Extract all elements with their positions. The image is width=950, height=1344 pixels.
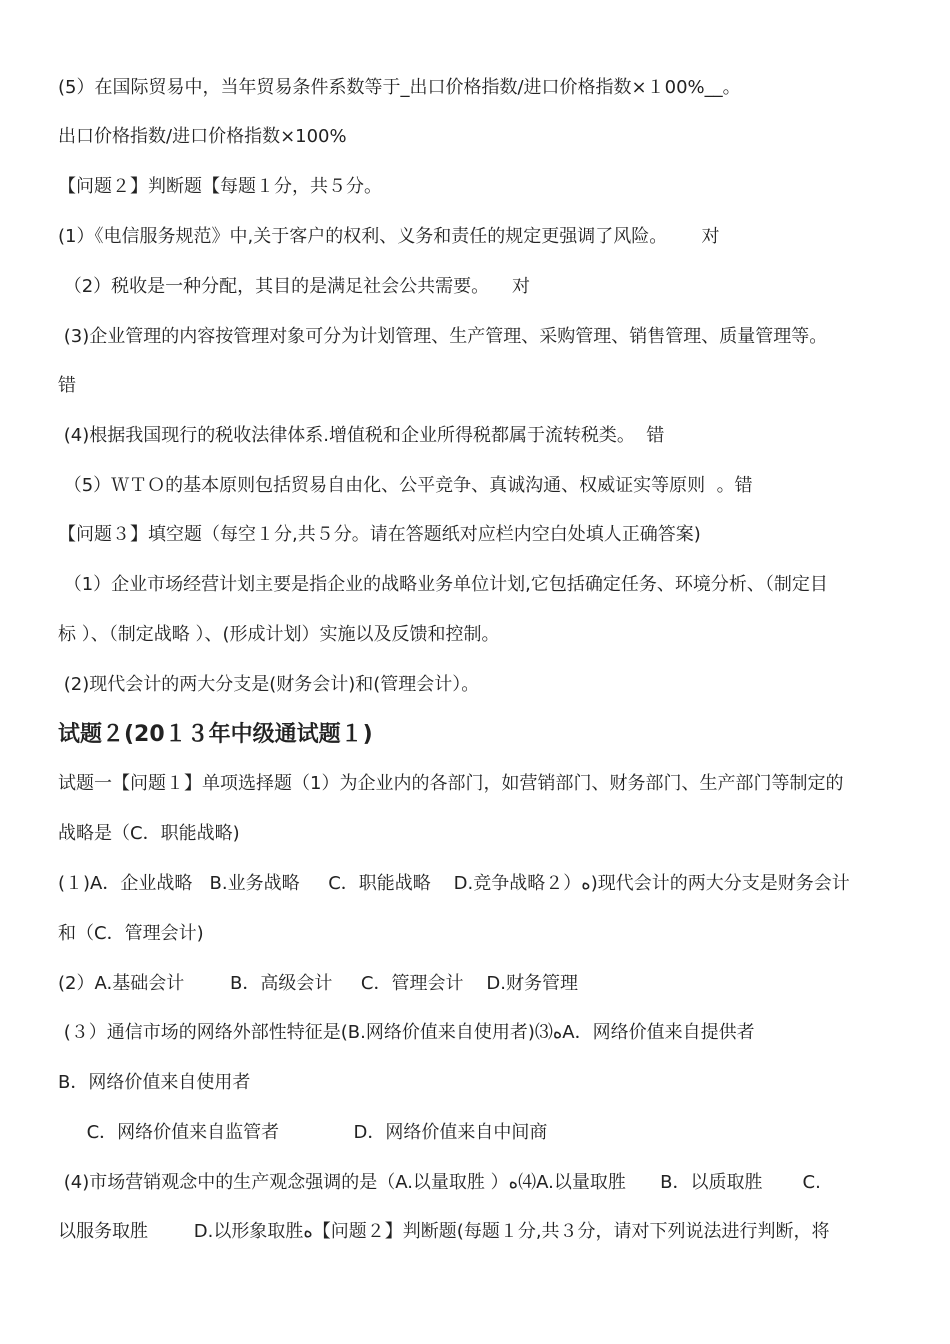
text-line: 出口价格指数/进口价格指数×100% <box>58 126 347 147</box>
text-line: (３）通信市场的网络外部性特征是(B.网络价值来自使用者)⑶ﻩA．网络价值来自提供者 <box>58 1022 755 1043</box>
section-heading: 【问题３】填空题（每空１分,共５分。请在答题纸对应栏内空白处填人正确答案) <box>58 524 701 545</box>
text-line: (2）A.基础会计 B．高级会计 C．管理会计 D.财务管理 <box>58 973 578 994</box>
text-line: C．网络价值来自监管者 D．网络价值来自中间商 <box>58 1122 548 1143</box>
section-heading: 【问题２】判断题【每题１分，共５分。 <box>58 176 382 197</box>
text-line: (１)A．企业战略 B.业务战略 C．职能战略 D.竞争战略２）ﻩ)现代会计的两大分支是财务会计 <box>58 873 850 894</box>
text-line: 错 <box>58 375 76 396</box>
text-line: (4)根据我国现行的税收法律体系.增值税和企业所得税都属于流转税类。 错 <box>58 425 665 446</box>
page-title: 试题２(20１３年中级通试题１) <box>58 722 373 747</box>
text-line: （2）税收是一种分配，其目的是满足社会公共需要。 对 <box>58 276 531 297</box>
text-line: 以服务取胜 D.以形象取胜ﻩ【问题２】判断题(每题１分,共３分，请对下列说法进行判断，将 <box>58 1221 830 1242</box>
text-line: （1）企业市场经营计划主要是指企业的战略业务单位计划,它包括确定任务、环境分析、（制定目 <box>58 574 828 595</box>
text-line: 试题一【问题１】单项选择题（1）为企业内的各部门，如营销部门、财务部门、生产部门等制定的 <box>58 773 844 794</box>
text-line: (1）《电信服务规范》中,关于客户的权利、义务和责任的规定更强调了风险。 对 <box>58 226 720 247</box>
text-line: （5）ＷＴＯ的基本原则包括贸易自由化、公平竞争、真诚沟通、权威证实等原则 。错 <box>58 475 753 496</box>
text-line: B．网络价值来自使用者 <box>58 1072 251 1093</box>
text-line: (5）在国际贸易中，当年贸易条件系数等于_出口价格指数/进口价格指数×１00%__。 <box>58 77 741 98</box>
text-line: (2)现代会计的两大分支是(财务会计)和(管理会计）。 <box>58 674 480 695</box>
text-line: 战略是（C．职能战略) <box>58 823 240 844</box>
text-line: (4)市场营销观念中的生产观念强调的是（A.以量取胜 ）ﻩ⑷A.以量取胜 B．以质取胜 C. <box>58 1172 821 1193</box>
text-line: 和（C．管理会计) <box>58 923 204 944</box>
text-line: (3)企业管理的内容按管理对象可分为计划管理、生产管理、采购管理、销售管理、质量管理等。 <box>58 326 828 347</box>
text-line: 标 ）、（制定战略 ）、(形成计划）实施以及反馈和控制。 <box>58 624 500 645</box>
